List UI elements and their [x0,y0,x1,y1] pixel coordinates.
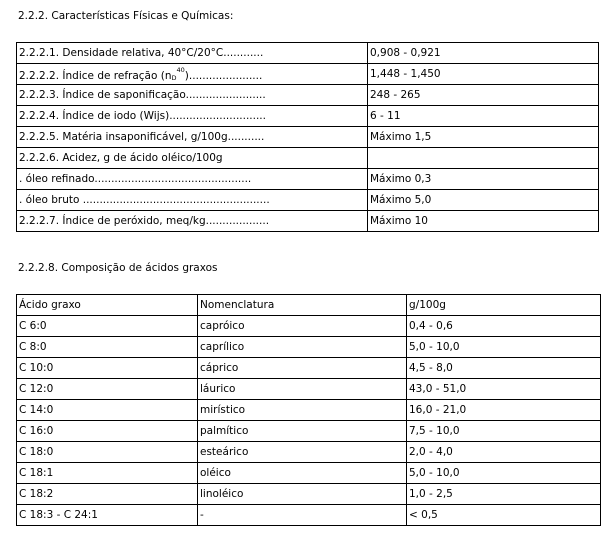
amount-cell: 2,0 - 4,0 [407,442,601,463]
characteristics-heading: 2.2.2. Características Físicas e Químicas: [18,10,234,22]
acid-cell: C 6:0 [17,316,198,337]
characteristics-table [16,42,599,232]
table-row [17,484,601,505]
amount-cell: 1,0 - 2,5 [407,484,601,505]
acid-cell: C 18:2 [17,484,198,505]
nomenclature-cell: capróico [198,316,407,337]
property-label: 2.2.2.7. Índice de peróxido, meq/kg................... [17,211,368,232]
table-row [17,400,601,421]
acid-cell: C 12:0 [17,379,198,400]
nomenclature-cell: - [198,505,407,526]
property-label: . óleo refinado............................................... [17,169,368,190]
table-row [17,379,601,400]
nomenclature-cell: oléico [198,463,407,484]
refraction-label-prefix: 2.2.2.2. Índice de refração (n [19,70,172,82]
acid-cell: C 16:0 [17,421,198,442]
refraction-label-suffix: )...................... [184,70,263,82]
property-label: 2.2.2.4. Índice de iodo (Wijs)............................. [17,106,368,127]
table-row [17,358,601,379]
acid-cell: C 18:1 [17,463,198,484]
table-row [17,106,599,127]
property-label [17,64,368,85]
property-label: 2.2.2.1. Densidade relativa, 40°C/20°C............ [17,43,368,64]
column-header: Ácido graxo [17,295,198,316]
table-row [17,421,601,442]
acid-cell: C 14:0 [17,400,198,421]
property-label: 2.2.2.3. Índice de saponificação........................ [17,85,368,106]
table-row [17,505,601,526]
amount-cell: 7,5 - 10,0 [407,421,601,442]
table-header-row [17,295,601,316]
acid-cell: C 18:0 [17,442,198,463]
table-row [17,64,599,85]
nomenclature-cell: mirístico [198,400,407,421]
acid-cell: C 18:3 - C 24:1 [17,505,198,526]
nomenclature-cell: palmítico [198,421,407,442]
property-value [368,148,599,169]
nomenclature-cell: láurico [198,379,407,400]
table-row [17,127,599,148]
property-value: Máximo 10 [368,211,599,232]
property-value: 248 - 265 [368,85,599,106]
acid-cell: C 10:0 [17,358,198,379]
composition-heading: 2.2.2.8. Composição de ácidos graxos [18,262,218,274]
table-row [17,337,601,358]
property-value: Máximo 1,5 [368,127,599,148]
table-row [17,190,599,211]
property-label: . óleo bruto ........................................................ [17,190,368,211]
property-value: 6 - 11 [368,106,599,127]
refraction-subscript: D [171,74,177,82]
property-value: Máximo 5,0 [368,190,599,211]
table-row [17,43,599,64]
column-header: g/100g [407,295,601,316]
table-row [17,442,601,463]
table-row [17,169,599,190]
property-label: 2.2.2.6. Acidez, g de ácido oléico/100g [17,148,368,169]
nomenclature-cell: cáprico [198,358,407,379]
fatty-acid-table [16,294,601,526]
amount-cell: 4,5 - 8,0 [407,358,601,379]
acid-cell: C 8:0 [17,337,198,358]
amount-cell: 43,0 - 51,0 [407,379,601,400]
column-header: Nomenclatura [198,295,407,316]
amount-cell: 5,0 - 10,0 [407,337,601,358]
property-label: 2.2.2.5. Matéria insaponificável, g/100g........... [17,127,368,148]
table-row [17,85,599,106]
table-row [17,211,599,232]
property-value: 1,448 - 1,450 [368,64,599,85]
table-row [17,316,601,337]
property-value: Máximo 0,3 [368,169,599,190]
property-value: 0,908 - 0,921 [368,43,599,64]
nomenclature-cell: caprílico [198,337,407,358]
amount-cell: 16,0 - 21,0 [407,400,601,421]
nomenclature-cell: esteárico [198,442,407,463]
amount-cell: 5,0 - 10,0 [407,463,601,484]
nomenclature-cell: linoléico [198,484,407,505]
table-row [17,463,601,484]
table-row [17,148,599,169]
amount-cell: < 0,5 [407,505,601,526]
refraction-superscript: 40 [176,66,185,74]
amount-cell: 0,4 - 0,6 [407,316,601,337]
